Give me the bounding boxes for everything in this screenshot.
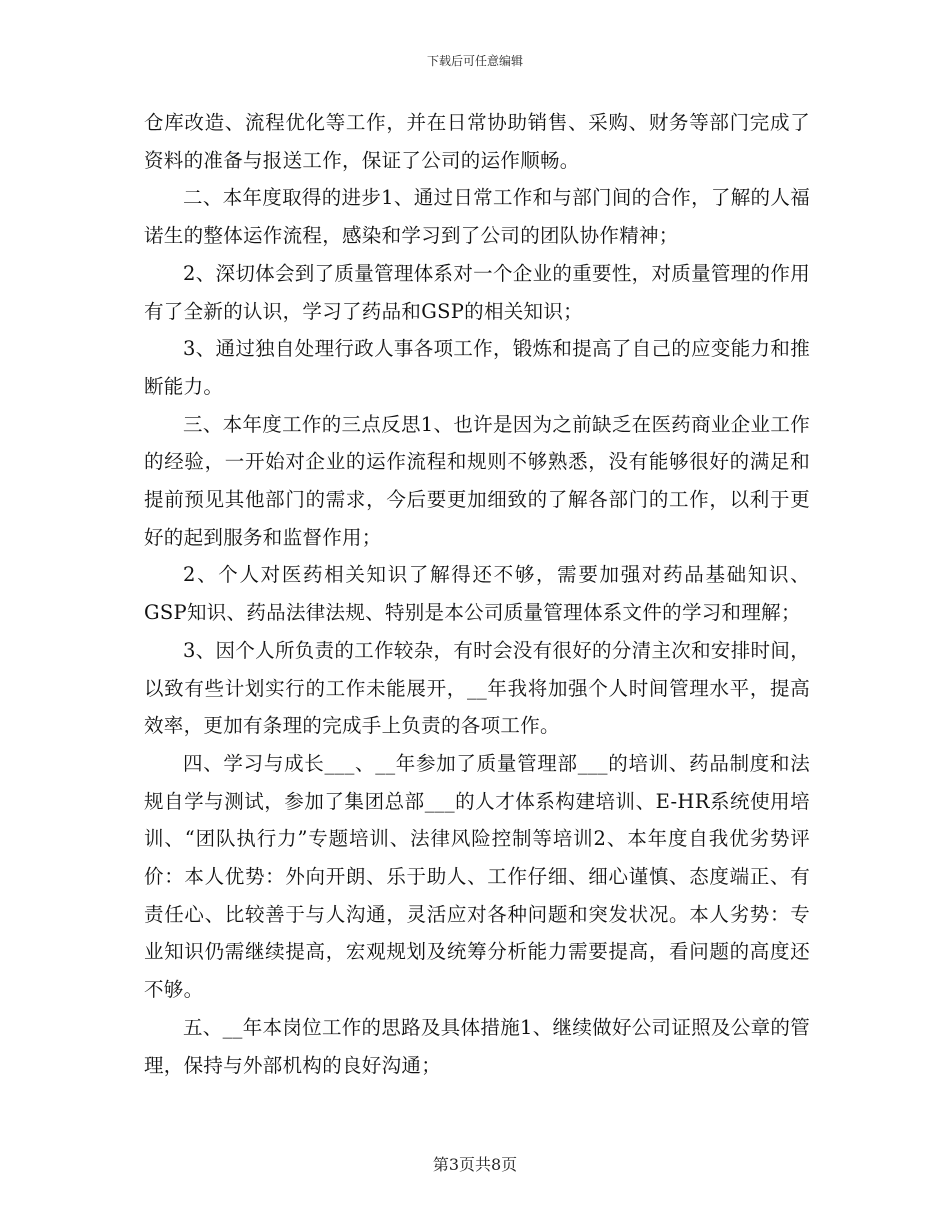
paragraph-4: 3、通过独自处理行政人事各项工作，锻炼和提高了自己的应变能力和推断能力。 (144, 337, 810, 398)
paragraph-3: 2、深切体会到了质量管理体系对一个企业的重要性，对质量管理的作用有了全新的认识，学习了药品和GSP的相关知识； (144, 261, 810, 323)
paragraph-9: 五、__年本岗位工作的思路及具体措施1、继续做好公司证照及公章的管理，保持与外部机构的良好沟通； (144, 1015, 810, 1077)
page-header: 下载后可任意编辑 (426, 54, 523, 68)
paragraph-6: 2、个人对医药相关知识了解得还不够，需要加强对药品基础知识、GSP知识、药品法律法规、特别是本公司质量管理体系文件的学习和理解； (144, 563, 810, 625)
document-body (144, 104, 810, 1084)
paragraph-7: 3、因个人所负责的工作较杂，有时会没有很好的分清主次和安排时间，以致有些计划实行的工作未能展开，__年我将加强个人时间管理水平，提高效率，更加有条理的完成手上负责的各项工作。 (144, 638, 810, 738)
paragraph-5: 三、本年度工作的三点反思1、也许是因为之前缺乏在医药商业企业工作的经验，一开始对企业的运作流程和规则不够熟悉，没有能够很好的满足和提前预见其他部门的需求，今后要更加细致的了解各部门的工作，以利于更好的起到服务和监督作用； (144, 412, 810, 549)
paragraph-2: 二、本年度取得的进步1、通过日常工作和与部门间的合作，了解的人福诺生的整体运作流程，感染和学习到了公司的团队协作精神； (144, 186, 810, 248)
paragraph-8: 四、学习与成长___、__年参加了质量管理部___的培训、药品制度和法规自学与测试，参加了集团总部___的人才体系构建培训、E-HR系统使用培训、“团队执行力”专题培训、法律风险控制等培训2、本年度自我优劣势评价：本人优势：外向开朗、乐于助人、工作仔细、细心谨慎、态度端正、有责任心、比较善于与人沟通，灵活应对各种问题和突发状况。本人劣势：专业知识仍需继续提高，宏观规划及统筹分析能力需要提高，看问题的高度还不够。 (144, 751, 810, 1002)
paragraph-1: 仓库改造、流程优化等工作，并在日常协助销售、采购、财务等部门完成了资料的准备与报送工作，保证了公司的运作顺畅。 (144, 111, 810, 172)
page-number-footer: 第3页共8页 (432, 1155, 518, 1174)
